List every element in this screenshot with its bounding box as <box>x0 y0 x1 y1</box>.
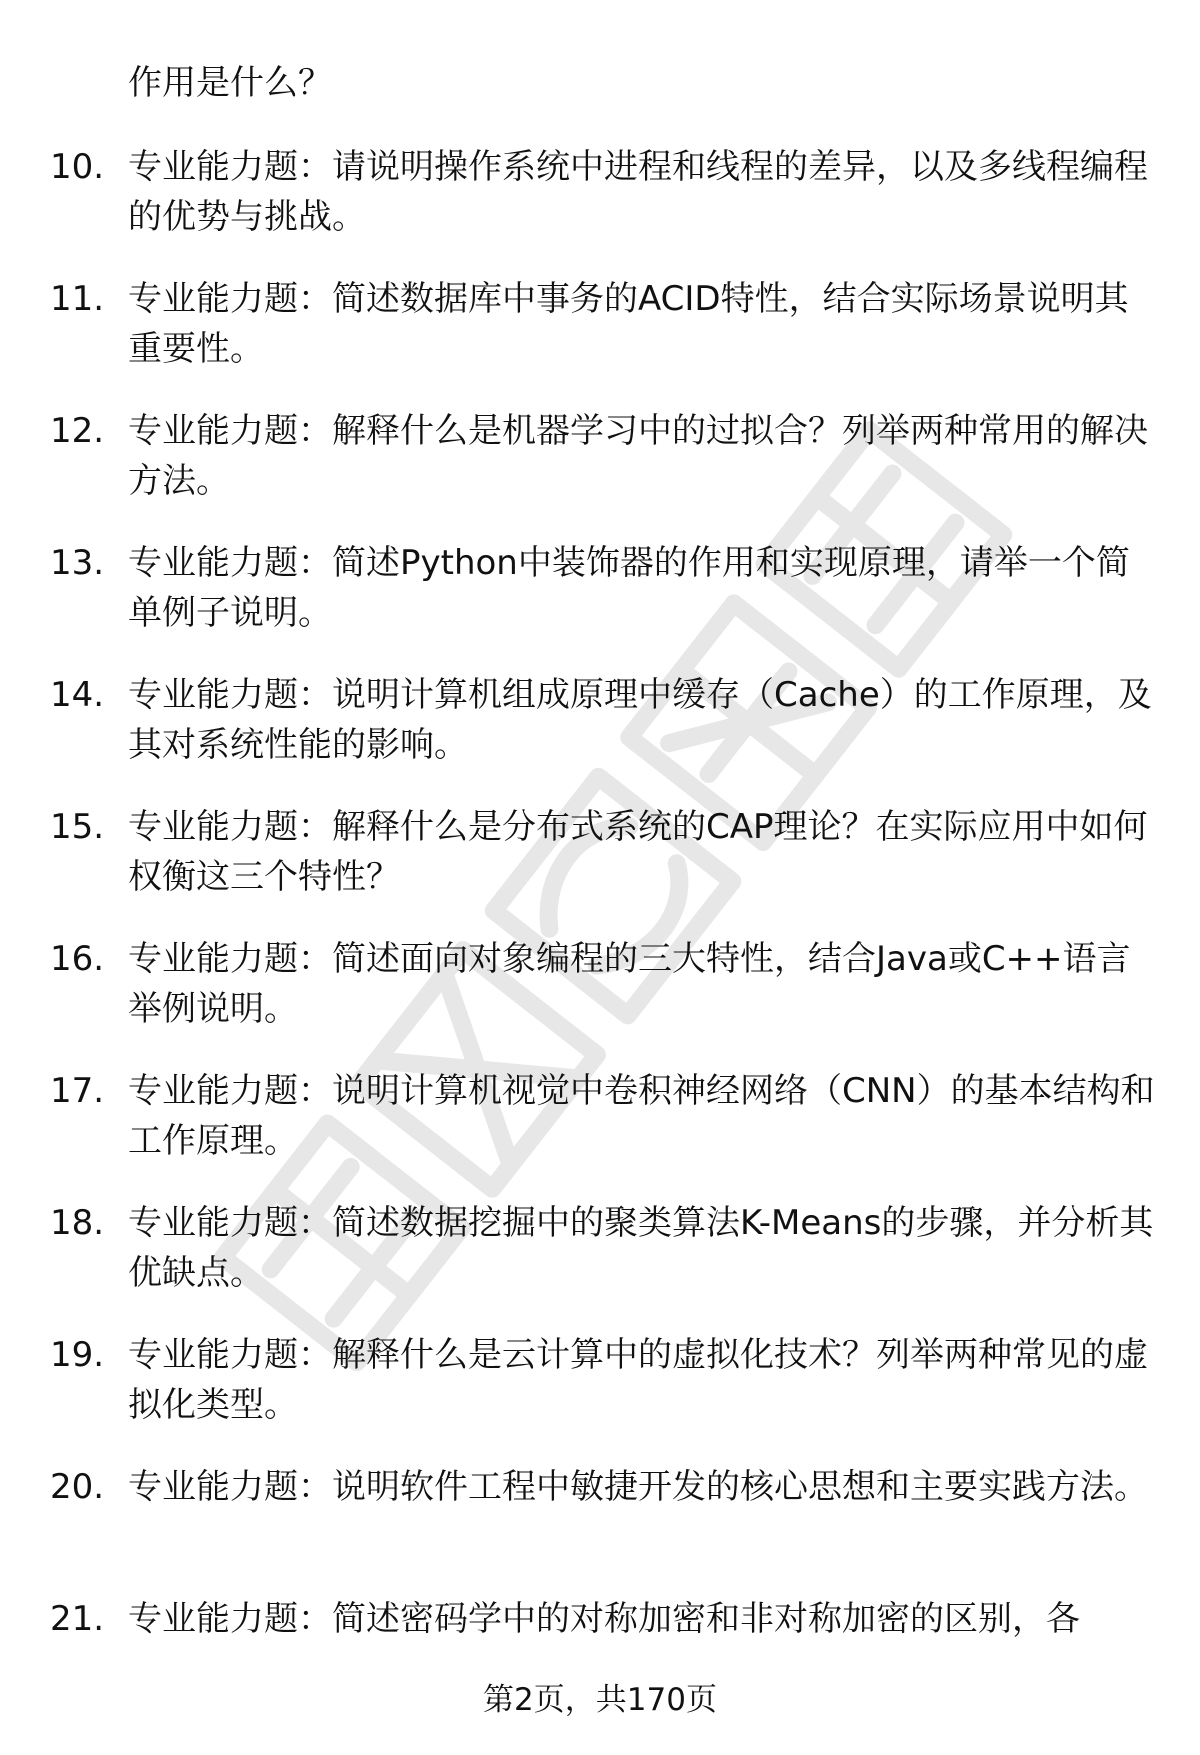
question-number: 11. <box>50 279 105 319</box>
question-text: 专业能力题：请说明操作系统中进程和线程的差异，以及多线程编程的优势与挑战。 <box>128 147 1148 237</box>
list-item <box>50 802 1160 934</box>
question-number: 20. <box>50 1467 105 1507</box>
question-text: 专业能力题：解释什么是机器学习中的过拟合？列举两种常用的解决方法。 <box>128 411 1148 501</box>
question-text: 专业能力题：简述密码学中的对称加密和非对称加密的区别，各 <box>128 1599 1080 1639</box>
question-text: 专业能力题：简述数据库中事务的ACID特性，结合实际场景说明其重要性。 <box>128 279 1129 369</box>
question-list <box>50 142 1160 1726</box>
list-item <box>50 406 1160 538</box>
question-number: 13. <box>50 543 105 583</box>
question-text: 专业能力题：解释什么是云计算中的虚拟化技术？列举两种常见的虚拟化类型。 <box>128 1335 1148 1425</box>
page-number-footer: 第2页，共170页 <box>483 1682 717 1718</box>
question-text: 专业能力题：解释什么是分布式系统的CAP理论？在实际应用中如何权衡这三个特性？ <box>128 807 1148 897</box>
question-text: 专业能力题：说明计算机视觉中卷积神经网络（CNN）的基本结构和工作原理。 <box>128 1071 1155 1161</box>
question-number: 18. <box>50 1203 105 1243</box>
list-item <box>50 1198 1160 1330</box>
question-text: 专业能力题：说明软件工程中敏捷开发的核心思想和主要实践方法。 <box>128 1467 1148 1507</box>
list-item <box>50 1066 1160 1198</box>
list-item <box>50 670 1160 802</box>
list-item <box>50 142 1160 274</box>
question-number: 10. <box>50 147 105 187</box>
continued-question-text: 作用是什么？ <box>128 63 332 103</box>
question-number: 14. <box>50 675 105 715</box>
question-number: 19. <box>50 1335 105 1375</box>
question-number: 17. <box>50 1071 105 1111</box>
question-text: 专业能力题：简述面向对象编程的三大特性，结合Java或C++语言举例说明。 <box>128 939 1131 1029</box>
list-item <box>50 274 1160 406</box>
list-item <box>50 1462 1160 1594</box>
question-text: 专业能力题：简述数据挖掘中的聚类算法K-Means的步骤，并分析其优缺点。 <box>128 1203 1154 1293</box>
question-number: 21. <box>50 1599 105 1639</box>
question-number: 15. <box>50 807 105 847</box>
question-number: 12. <box>50 411 105 451</box>
question-text: 专业能力题：说明计算机组成原理中缓存（Cache）的工作原理，及其对系统性能的影响。 <box>128 675 1152 765</box>
question-text: 专业能力题：简述Python中装饰器的作用和实现原理，请举一个简单例子说明。 <box>128 543 1130 633</box>
list-item <box>50 1330 1160 1462</box>
question-number: 16. <box>50 939 105 979</box>
list-item <box>50 538 1160 670</box>
list-item <box>50 934 1160 1066</box>
